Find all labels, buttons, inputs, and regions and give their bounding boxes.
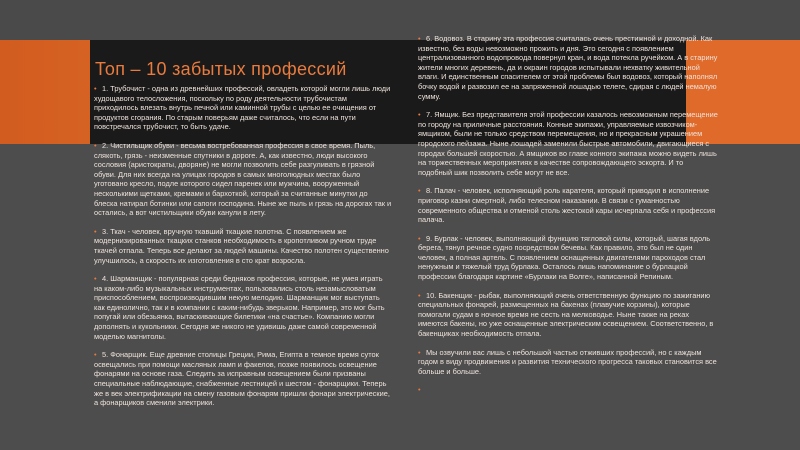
paragraph-9: • 9. Бурлак - человек, выполняющий функцию тягловой силы, который, шагая вдоль берега, тянул речное судно посредством бечевы. Как правило, это был не один человек, а полная артель. С появлением оснащенных двигателями пароходов стал ненужным и тяжелый труд бурлака. Осталось лишь напоминание о бурлацкой профессии благодаря картине «Бурлаки на Волге», написанной Репиным. xyxy=(418,233,711,282)
paragraph-1: • 1. Трубочист - одна из древнейших профессий, овладеть которой могли лишь люди худощавого телосложения, поскольку по роду деятельности трубочистам приходилось влезать внутрь печной или каминной трубы с целью ее очищения от продуктов сгорания. По старым поверьям даже считалось, что если на пути повстречался трубочист, то быть удаче. xyxy=(94,84,391,132)
paragraph-6: • 6. Водовоз. В старину эта профессия считалась очень престижной и доходной. Как известно, без воды невозможно прожить и дня. Это сегодня с появлением централизованного водопровода повернул кран, и вода потекла ручейком. А в старину жители многих деревень, да и окраин городов испытывали нехватку живительной влаги. И единственным спасителем от этой проблемы был водовоз, который наполнял бочку водой и развозил ее на запряженной лошадью телеге, сдирая с людей немалую сумму. xyxy=(418,34,718,101)
bullet-icon: • xyxy=(418,34,421,43)
bullet-icon: • xyxy=(418,385,421,395)
paragraph-2: • 2. Чистильщик обуви - весьма востребованная профессия в свое время. Пыль, слякоть, грязь - неизменные спутники в дороге. А, как известно, люди высокого сословия (аристократы, дворяне) не могли позволить себе разгуливать в грязной обуви. Для них всегда на улицах городов в самых многолюдных местах было уготовано кресло, подле которого сидел паренек или мужчина, вооруженный несколькими щетками, кремами и бархоткой, который за считанные минутки до блеска натирал ботинки или сапоги господина. Ныне же пыль и грязь на дорогах так и остались, а вот чистильщики обуви канули в лету. xyxy=(94,140,392,218)
bullet-icon: • xyxy=(94,84,97,93)
bullet-icon: • xyxy=(94,274,97,284)
paragraph-empty xyxy=(418,385,718,395)
bullet-icon: • xyxy=(418,186,421,196)
bullet-icon: • xyxy=(418,233,421,243)
paragraph-5: • 5. Фонарщик. Еще древние столицы Греции, Рима, Египта в темное время суток освещались при помощи масляных ламп и факелов, позже появилось освещение фонарями на основе газа. Следить за исправным освещением были призваны специальные наблюдающие, снабженные лестницей и шестом - фонарщики. Теперь же в век электрификации на смену газовым фонарям пришли фонари электрические, а фонарщиков сменили электрики. xyxy=(94,350,390,408)
slide-title: Топ – 10 забытых профессий xyxy=(95,59,347,79)
left-text-column xyxy=(94,84,392,417)
bullet-icon: • xyxy=(418,290,421,300)
right-text-column xyxy=(418,34,718,404)
paragraph-7: • 7. Ямщик. Без представителя этой профессии казалось невозможным перемещение по городу на приличные расстояния. Конные экипажи, управляемые извозчиком-ямщиком, были не только средством перемещения, но и прекрасным украшением городского пейзажа. Ныне лошадей заменили быстрые автомобили, двигающиеся с городах большей скоростью. А ямщиков во главе конного экипажа можно видеть лишь на торжественных мероприятиях в качестве сопровождающего эскорта. И то подобный шик позволить себе могут не все. xyxy=(418,110,718,177)
bullet-icon: • xyxy=(94,140,97,150)
paragraph-4: • 4. Шарманщик - популярная среди бедняков профессия, которые, не умея играть на каком-либо музыкальных инструментах, пользовались столь незамысловатым приспособлением, воспроизводившим некую мелодию. Шарманщик мог выступать как единолично, так и в компании с каким-нибудь зверьком. Например, это мог быть попугай или обезьянка, вытаскивающие билетики «на счастье». Компанию могли дополнять и кукольники. Сегодня же никого не удивишь даже самой современной моделью магнитолы. xyxy=(94,274,385,341)
paragraph-conclusion: • Мы озвучили вас лишь с небольшой частью отживших профессий, но с каждым годом в виду продвижения и развития технического прогресса таковых становится все больше и больше. xyxy=(418,347,717,376)
paragraph-10: • 10. Бакенщик - рыбак, выполняющий очень ответственную функцию по зажиганию специальных фонарей, размещенных на бакенах (плавучие корзины), которые помогали судам в ночное время не сесть на мелководье. Ныне также на реках имеются бакены, но уже оснащенные электрическим освещением. Соответственно, в бакенщиках необходимость отпала. xyxy=(418,290,714,339)
paragraph-3: • 3. Ткач - человек, вручную ткавший ткацкие полотна. С появлением же модернизированных ткацких станков необходимость в кропотливом ручном труде ткачей отпала. Теперь все делают за людей машины. Качество полотен существенно улучшилось, а скорость их изготовления в сто крат возросла. xyxy=(94,226,389,265)
bullet-icon: • xyxy=(418,110,421,120)
paragraph-8: • 8. Палач - человек, исполняющий роль карателя, который приводил в исполнение приговор казни смертной, либо телесном наказании. В связи с гуманностью современного общества и отменой столь жестокой кары исчерпала себя и профессия палача. xyxy=(418,186,716,225)
bullet-icon: • xyxy=(94,350,97,360)
bullet-icon: • xyxy=(418,347,421,357)
bullet-icon: • xyxy=(94,226,97,236)
